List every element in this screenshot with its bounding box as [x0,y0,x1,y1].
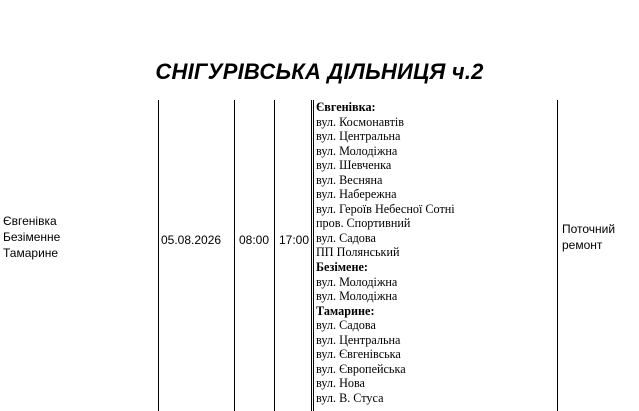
street-item: вул. Молодіжна [316,289,398,304]
outage-reason: Поточний ремонт [562,222,616,252]
schedule-table [0,100,639,411]
column-divider [158,100,159,411]
column-divider [557,100,558,411]
street-item: вул. Набережна [316,187,397,202]
street-item: вул. Садова [316,318,376,333]
street-item: вул. Євгенівська [316,347,401,362]
street-item: пров. Спортивний [316,216,411,231]
street-item: вул. Молодіжна [316,143,398,158]
settlement-name: Безіменне [3,230,61,244]
street-item: вул. В. Стуса [316,390,384,405]
column-divider [274,100,275,411]
street-item: вул. Центральна [316,129,401,144]
column-divider [311,100,312,411]
column-divider [234,100,235,411]
street-item: вул. Героїв Небесної Сотні [316,201,455,216]
settlement-name: Тамарине [3,246,59,260]
street-item: вул. Молодіжна [316,274,398,289]
street-item: вул. Садова [316,230,376,245]
group-title: Євгенівка: [316,100,376,114]
column-divider [313,100,314,411]
settlements-cell [3,213,153,261]
page-title: СНІГУРІВСЬКА ДІЛЬНИЦЯ ч.2 [155,59,484,84]
street-item: вул. Шевченка [316,158,392,173]
street-item: вул. Центральна [316,332,401,347]
street-item: вул. Космонавтів [316,114,405,129]
settlement-name: Євгенівка [3,214,57,228]
end-time: 17:00 [279,233,310,247]
outage-date: 05.08.2026 [161,233,222,247]
street-item: вул. Європейська [316,361,406,376]
group-title: Безімене: [316,260,368,275]
street-item: вул. Весняна [316,172,383,187]
street-item: ПП Полянський [316,245,400,260]
streets-cell [316,100,556,405]
street-item: вул. Нова [316,376,365,391]
group-title: Тамарине: [316,303,375,318]
start-time: 08:00 [239,233,270,247]
